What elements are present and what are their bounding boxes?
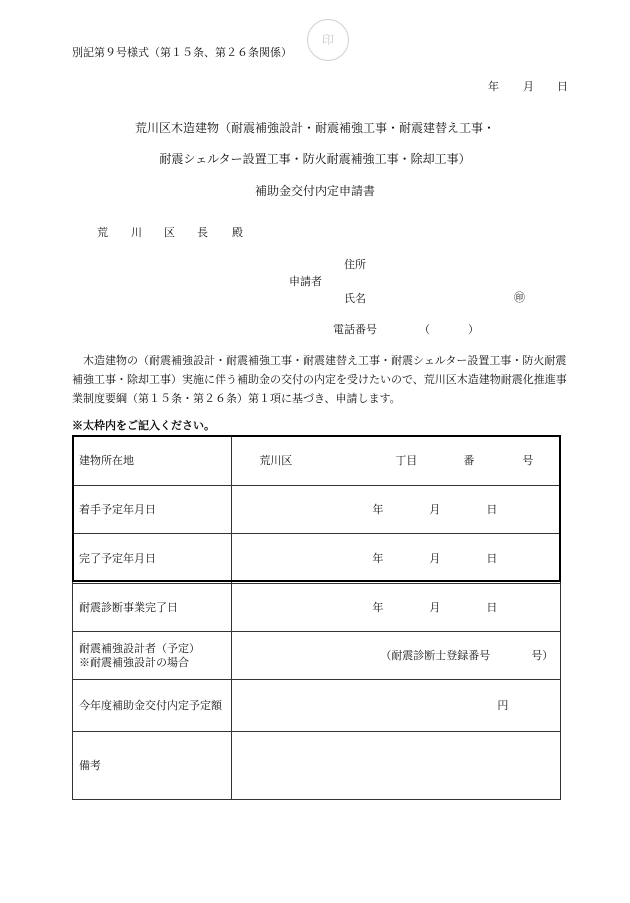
day-unit: 日 xyxy=(486,502,498,516)
chome-text: 丁目 xyxy=(395,454,418,468)
designer-field[interactable] xyxy=(232,632,561,680)
seal-mark: ㊞ xyxy=(514,291,525,304)
designer-label-line-1: 耐震補強設計者（予定） xyxy=(79,641,200,655)
fill-in-note: ※太枠内をご記入ください。 xyxy=(72,419,215,432)
form-number: 別記第９号様式（第１５条、第２６条関係） xyxy=(72,46,292,59)
table-row xyxy=(73,486,561,534)
completion-date-field[interactable] xyxy=(232,534,561,584)
label-subsidy-amount: 今年度補助金交付内定予定額 xyxy=(73,680,232,732)
table-row xyxy=(73,732,561,800)
remarks-field[interactable] xyxy=(232,732,561,800)
applicant-label: 申請者 xyxy=(289,275,322,288)
registration-close: 号） xyxy=(531,648,554,662)
label-diagnosis-completion: 耐震診断事業完了日 xyxy=(73,584,232,632)
seal-stamp: 印 xyxy=(307,19,349,61)
addressee-char: 川 xyxy=(131,226,142,239)
label-remarks: 備考 xyxy=(73,732,232,800)
address-label: 住所 xyxy=(344,258,366,271)
building-location-field[interactable] xyxy=(232,437,561,486)
start-date-field[interactable] xyxy=(232,486,561,534)
date-day: 日 xyxy=(557,80,568,93)
addressee-char: 荒 xyxy=(97,226,108,239)
table-row xyxy=(73,437,561,486)
addressee-char: 区 xyxy=(164,226,175,239)
title-line-2: 耐震シェルター設置工事・防火耐震補強工事・除却工事） xyxy=(159,152,471,166)
day-unit: 日 xyxy=(486,600,498,614)
subsidy-amount-field[interactable] xyxy=(232,680,561,732)
day-unit: 日 xyxy=(486,551,498,565)
month-unit: 月 xyxy=(429,502,441,516)
phone-open-paren: （ xyxy=(419,323,430,336)
month-unit: 月 xyxy=(429,600,441,614)
table-row xyxy=(73,534,561,584)
year-unit: 年 xyxy=(372,502,384,516)
date-month: 月 xyxy=(523,80,534,93)
phone-label: 電話番号 xyxy=(333,323,377,336)
table-row xyxy=(73,632,561,680)
go-text: 号 xyxy=(522,454,534,468)
month-unit: 月 xyxy=(429,551,441,565)
registration-open: （耐震診断士登録番号 xyxy=(380,648,491,662)
phone-close-paren: ） xyxy=(468,323,479,336)
table-row xyxy=(73,584,561,632)
yen-unit: 円 xyxy=(497,698,509,712)
label-designer xyxy=(73,632,232,680)
table-row xyxy=(73,680,561,732)
year-unit: 年 xyxy=(372,551,384,565)
ward-text: 荒川区 xyxy=(259,454,293,468)
label-completion-date: 完了予定年月日 xyxy=(73,534,232,584)
application-body-text: 木造建物の（耐震補強設計・耐震補強工事・耐震建替え工事・耐震シェルター設置工事・防火耐震補強工事・除却工事）実施に伴う補助金の交付の内定を受けたいので、荒川区木造建物耐震化推進事業制度要綱（第１５条・第２６条）第１項に基づき、申請します。 xyxy=(72,354,567,405)
designer-label-line-2: ※耐震補強設計の場合 xyxy=(79,655,189,669)
application-form-table xyxy=(72,436,561,800)
label-building-location: 建物所在地 xyxy=(73,437,232,486)
year-unit: 年 xyxy=(372,600,384,614)
diagnosis-completion-field[interactable] xyxy=(232,584,561,632)
addressee-char: 殿 xyxy=(232,226,243,239)
ban-text: 番 xyxy=(463,454,475,468)
name-label: 氏名 xyxy=(344,292,366,305)
title-line-3: 補助金交付内定申請書 xyxy=(254,184,375,198)
addressee-char: 長 xyxy=(197,226,208,239)
label-start-date: 着手予定年月日 xyxy=(73,486,232,534)
title-line-1: 荒川区木造建物（耐震補強設計・耐震補強工事・耐震建替え工事・ xyxy=(134,121,495,135)
date-year: 年 xyxy=(488,80,499,93)
